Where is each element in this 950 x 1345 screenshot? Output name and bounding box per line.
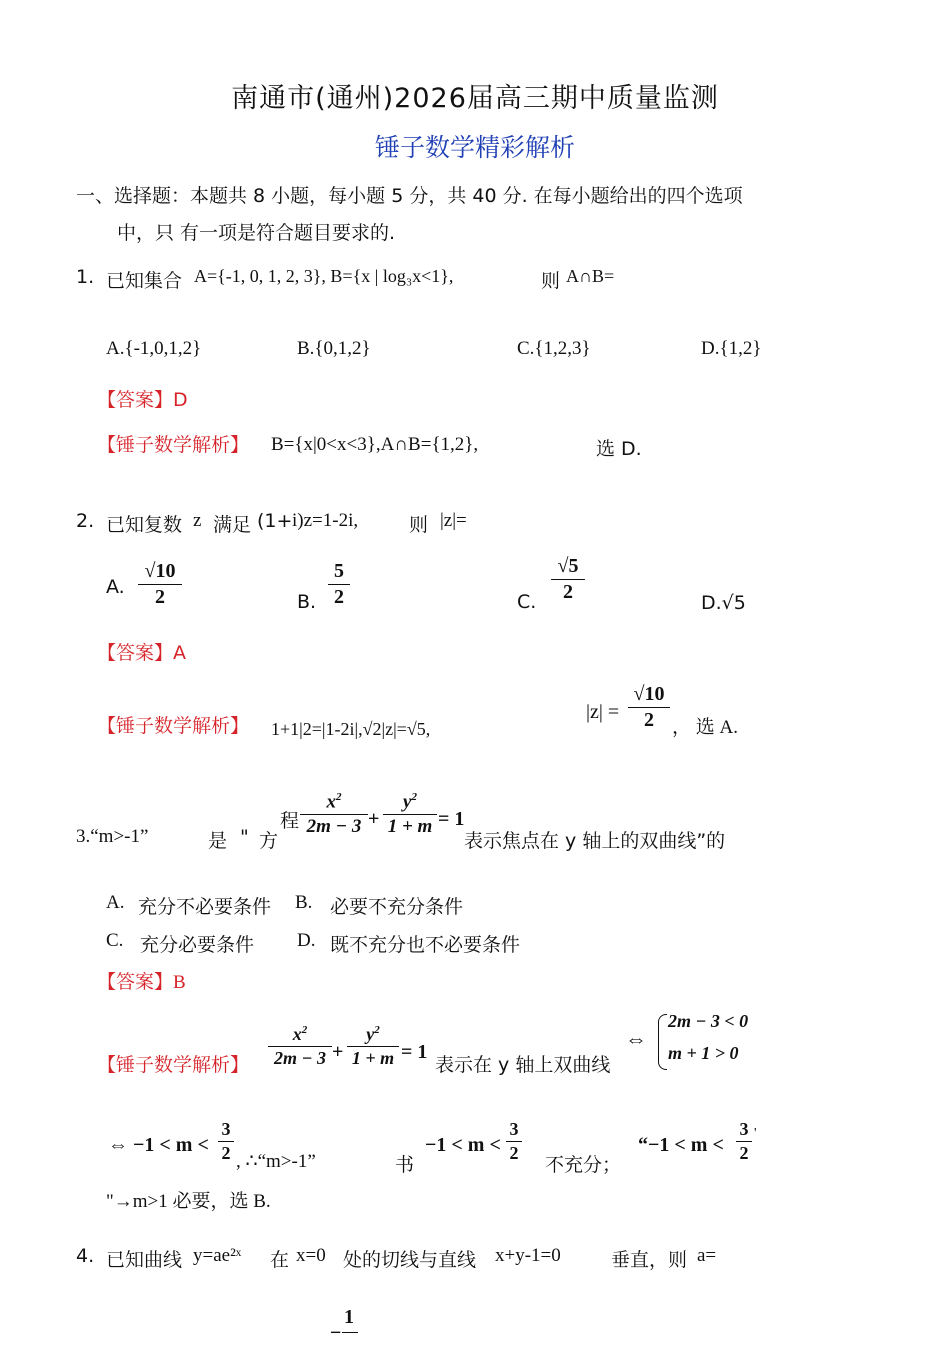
q3-frac-x bbox=[300, 792, 368, 837]
q2-option-c-num: √5 bbox=[557, 555, 579, 577]
q3-fang: 方 bbox=[259, 830, 279, 852]
q3-an-eq1: = 1 bbox=[401, 1041, 428, 1063]
q2-stem-z: z bbox=[193, 510, 202, 531]
q3-x: x bbox=[326, 791, 336, 813]
q3-x-exp: 2 bbox=[336, 791, 342, 803]
q2-option-a-den: 2 bbox=[155, 586, 165, 608]
q4-stem-a-eq: a= bbox=[697, 1245, 717, 1266]
q1-stem-sets: A={-1, 0, 1, 2, 3}, B={x | log₃x<1}, bbox=[194, 266, 454, 286]
q1-analysis-tag: 【锤子数学解析】 bbox=[97, 434, 250, 456]
q3-range-den: 2 bbox=[221, 1142, 231, 1163]
q3-option-b: 必要不充分条件 bbox=[330, 896, 464, 918]
q3-plus: + bbox=[368, 808, 380, 830]
q2-option-b-label: B. bbox=[297, 591, 317, 613]
q4-partial-bar bbox=[342, 1332, 358, 1333]
q3-shi: 是 bbox=[208, 830, 228, 852]
q2-option-d: D.√5 bbox=[701, 592, 746, 614]
q2-option-b-fraction bbox=[328, 561, 350, 608]
q2-answer-value: A bbox=[173, 642, 187, 664]
q4-number: 4. bbox=[76, 1245, 95, 1267]
answer-tag: 【答案】 bbox=[97, 971, 174, 993]
q2-answer bbox=[97, 638, 186, 665]
q2-option-a-fraction bbox=[138, 561, 182, 608]
q3-range-left bbox=[108, 1134, 209, 1157]
q1-option-b: B.{0,1,2} bbox=[297, 338, 371, 359]
q3-ineq-fraction bbox=[506, 1120, 522, 1163]
q3-an-frac-y bbox=[347, 1025, 399, 1068]
q1-stem-ze: 则 bbox=[541, 270, 561, 292]
q3-system-line1: 2m − 3 < 0 bbox=[668, 1011, 749, 1031]
q3-quote-open: “ bbox=[638, 1134, 648, 1156]
q3-answer bbox=[97, 967, 186, 994]
q3-option-c-letter: C. bbox=[106, 930, 124, 951]
q2-result-den: 2 bbox=[644, 709, 654, 731]
q2-result-lhs: |z| = bbox=[586, 701, 620, 723]
q2-stem-ze: 则 bbox=[409, 514, 429, 536]
q3-quote-num: 3 bbox=[739, 1119, 749, 1139]
q2-analysis-tail: ， 选 A. bbox=[672, 717, 738, 738]
q3-option-b-letter: B. bbox=[295, 892, 313, 913]
q1-analysis-text: B={x|0<x<3},A∩B={1,2}, bbox=[271, 434, 479, 455]
q1-analysis-tail: 选 D. bbox=[596, 438, 642, 460]
q4-stem-x0: x=0 bbox=[296, 1245, 326, 1266]
q2-analysis-tag: 【锤子数学解析】 bbox=[97, 715, 250, 737]
q2-analysis-text: 1+1|2=|1-2i|,√2|z|=√5, bbox=[271, 719, 431, 739]
q3-quote-ineq bbox=[638, 1134, 724, 1157]
q3-analysis-tag: 【锤子数学解析】 bbox=[97, 1054, 250, 1076]
q2-result-num: √10 bbox=[633, 683, 665, 705]
section-heading-line1: 一、选择题：本题共 8 小题，每小题 5 分，共 40 分. 在每小题给出的四个选项 bbox=[76, 185, 743, 207]
q3-option-c: 充分必要条件 bbox=[140, 934, 255, 956]
q4-stem-a: 已知曲线 bbox=[106, 1249, 183, 1271]
q1-stem-a: 已知集合 bbox=[106, 270, 183, 292]
q2-stem-eq: i)z=1-2i, bbox=[292, 510, 359, 531]
q3-quote: " bbox=[240, 826, 249, 848]
q3-bu-chongfen: 不充分； bbox=[545, 1154, 622, 1176]
q4-stem-perp: 垂直，则 bbox=[611, 1249, 688, 1271]
q3-an-frac-x bbox=[268, 1025, 332, 1068]
q1-option-d: D.{1,2} bbox=[701, 338, 762, 359]
q3-stem-tail: 表示焦点在 y 轴上的双曲线”的 bbox=[464, 830, 726, 852]
q1-answer-value: D bbox=[173, 389, 188, 411]
q3-quote-ineq-text: −1 < m < bbox=[648, 1134, 724, 1156]
q2-option-b-den: 2 bbox=[334, 586, 344, 608]
q3-system-line2: m + 1 > 0 bbox=[668, 1043, 739, 1063]
q4-partial-num: 1 bbox=[344, 1306, 354, 1328]
q1-stem-intersection: A∩B= bbox=[566, 266, 615, 286]
q3-quote-fraction bbox=[736, 1120, 752, 1163]
q2-stem-a: 已知复数 bbox=[106, 514, 183, 536]
q3-range-num: 3 bbox=[221, 1119, 231, 1139]
q3-quote-close: ' bbox=[754, 1126, 757, 1141]
q3-den2: 1 + m bbox=[387, 816, 433, 838]
q3-ineq: −1 < m < bbox=[425, 1134, 501, 1156]
q2-option-a-label: A. bbox=[106, 576, 125, 598]
q3-option-d-letter: D. bbox=[297, 930, 316, 951]
q3-option-a: 充分不必要条件 bbox=[138, 896, 272, 918]
q3-den1: 2m − 3 bbox=[306, 816, 362, 838]
q1-number: 1. bbox=[76, 266, 95, 288]
q3-cheng: 程 bbox=[280, 810, 300, 832]
q1-option-c: C.{1,2,3} bbox=[517, 338, 591, 359]
answer-tag: 【答案】 bbox=[97, 642, 174, 664]
q3-an-plus: + bbox=[332, 1041, 344, 1063]
q2-stem-manzu: 满足 bbox=[213, 514, 252, 536]
q3-range-fraction bbox=[218, 1120, 234, 1163]
q2-stem-modz: |z|= bbox=[440, 510, 467, 531]
q3-an-y-exp: 2 bbox=[374, 1024, 380, 1036]
q3-eq1: = 1 bbox=[438, 808, 465, 830]
q2-option-b-num: 5 bbox=[334, 560, 344, 582]
q3-an-x-exp: 2 bbox=[301, 1024, 308, 1036]
q3-y: y bbox=[403, 791, 412, 813]
q3-frac-y bbox=[383, 792, 437, 837]
q1-option-a: A.{-1,0,1,2} bbox=[106, 338, 202, 359]
q1-answer bbox=[97, 385, 188, 412]
q4-stem-tangent: 处的切线与直线 bbox=[343, 1249, 477, 1271]
q3-conclusion: "→m>1 必要，选 B. bbox=[106, 1191, 271, 1212]
q3-ineq-den: 2 bbox=[509, 1142, 519, 1163]
q3-range-mid: , ∴“m>-1” bbox=[236, 1151, 316, 1172]
q3-range-left-text: ⇔ −1 < m < bbox=[108, 1134, 209, 1156]
q4-partial-neg: − bbox=[330, 1322, 342, 1344]
q3-condition: 3.“m>-1” bbox=[76, 826, 149, 847]
q2-option-a-num: √10 bbox=[144, 560, 176, 582]
q3-option-d: 既不充分也不必要条件 bbox=[330, 934, 521, 956]
q2-option-c-den: 2 bbox=[563, 581, 573, 603]
q2-option-c-label: C. bbox=[517, 591, 537, 613]
q3-system-brace bbox=[658, 1014, 667, 1070]
q3-an-den2: 1 + m bbox=[351, 1047, 395, 1068]
q4-stem-zai: 在 bbox=[270, 1249, 290, 1271]
q2-result-fraction bbox=[628, 684, 670, 731]
page-title: 南通市(通州)2026届高三期中质量监测 bbox=[231, 83, 719, 114]
q3-option-a-letter: A. bbox=[106, 892, 125, 913]
q4-stem-line: x+y-1=0 bbox=[495, 1245, 561, 1266]
q2-option-c-fraction bbox=[551, 556, 585, 603]
q2-number: 2. bbox=[76, 510, 95, 532]
q4-stem-curve: y=ae²ˣ bbox=[193, 1245, 242, 1266]
page-subtitle: 锤子数学精彩解析 bbox=[374, 133, 575, 162]
q3-iff: ⇔ bbox=[625, 1026, 647, 1051]
q3-an-tail: 表示在 y 轴上双曲线 bbox=[435, 1054, 611, 1076]
q3-shu: 书 bbox=[395, 1154, 415, 1176]
answer-tag: 【答案】 bbox=[97, 389, 174, 411]
q3-an-y: y bbox=[366, 1024, 375, 1044]
q3-answer-value: B bbox=[173, 972, 186, 993]
q3-an-den1: 2m − 3 bbox=[274, 1047, 326, 1068]
q3-an-x: x bbox=[292, 1024, 302, 1044]
q3-y-exp: 2 bbox=[411, 791, 417, 803]
section-heading-line2: 中，只 有一项是符合题目要求的. bbox=[117, 222, 396, 244]
q3-quote-den: 2 bbox=[739, 1142, 749, 1163]
q3-ineq-num: 3 bbox=[509, 1119, 519, 1139]
q2-stem-paren: (1+ bbox=[257, 510, 293, 532]
